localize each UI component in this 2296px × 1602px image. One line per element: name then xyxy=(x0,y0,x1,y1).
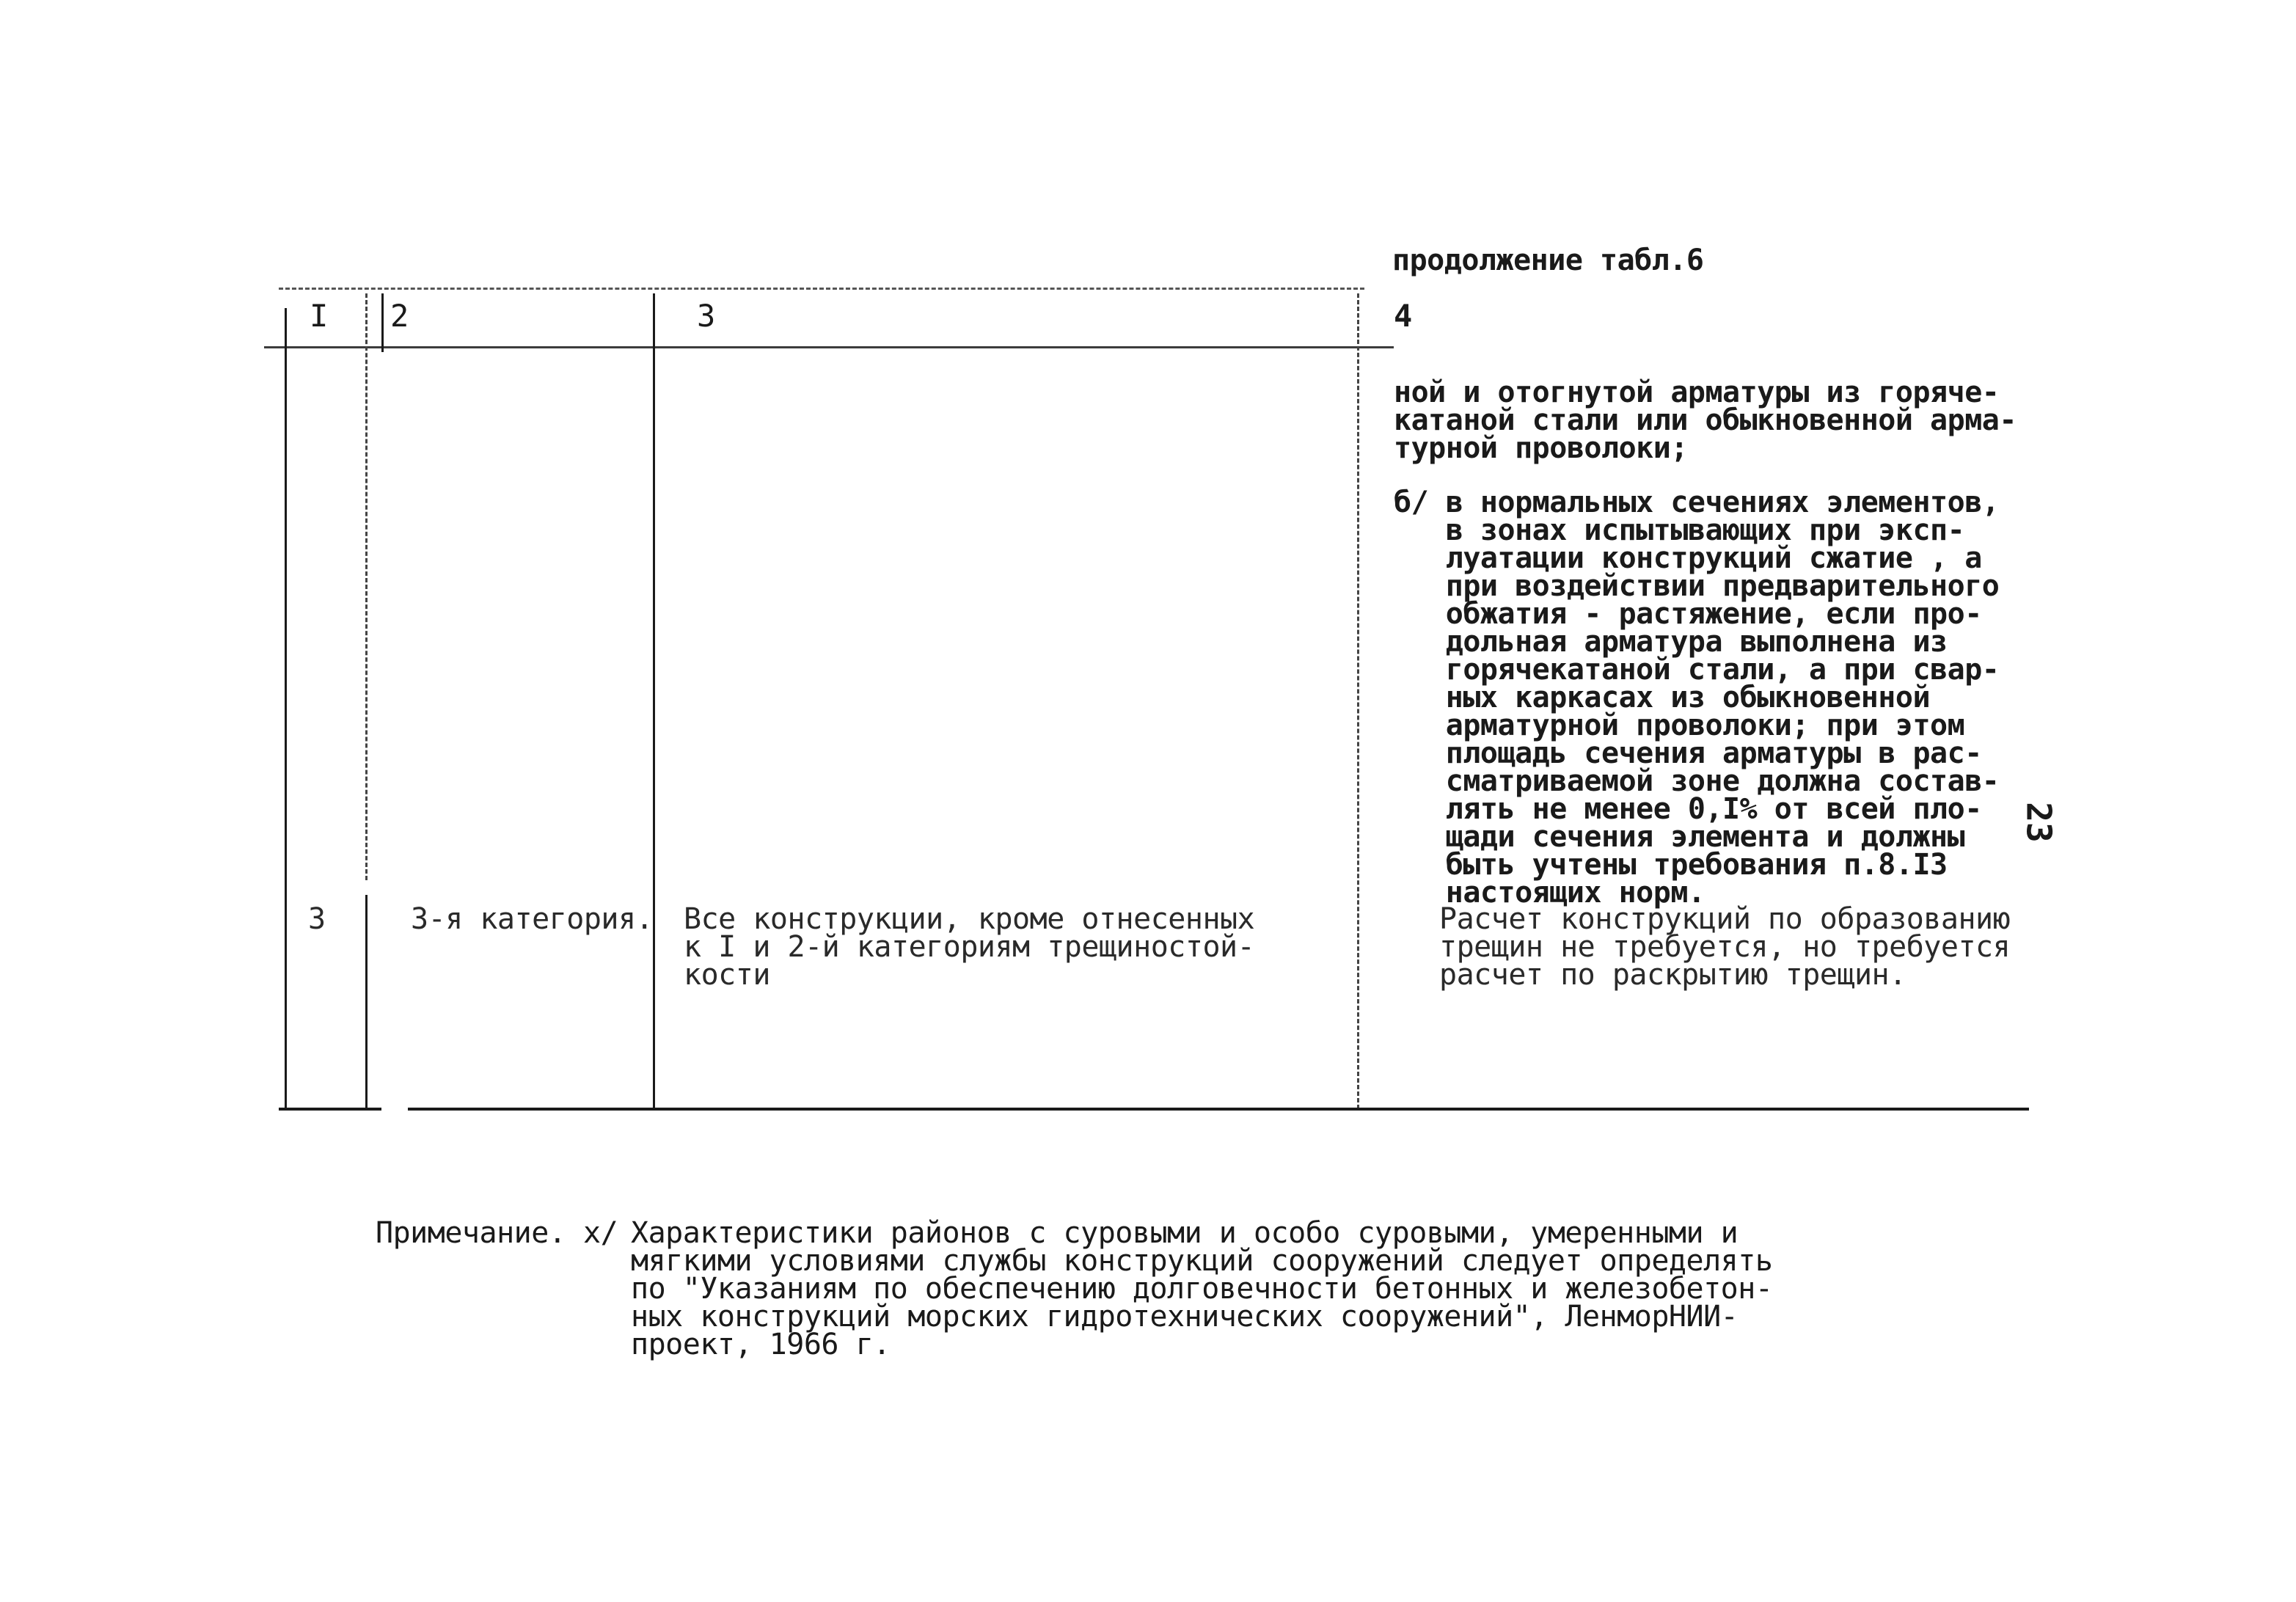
row3-number: 3 xyxy=(308,902,326,936)
col4-continuation-text: ной и отогнутой арматуры из горяче- катаной стали или обыкновенной арма- турной проволоки; xyxy=(1394,376,2017,465)
note-label: Примечание. х/ xyxy=(376,1216,618,1250)
header-col-2: 2 xyxy=(390,298,409,334)
row3-category: 3-я категория. xyxy=(411,902,654,936)
row3-requirements: Расчет конструкций по образованию трещин не требуется, но требуется расчет по раскрытию трещин. xyxy=(1439,902,2011,992)
header-divider xyxy=(264,346,1394,348)
note-text: Характеристики районов с суровыми и особо суровыми, умеренными и мягкими условиями службы конструкций сооружений следует определять по "Указаниям по обеспечению долговечности бетонных и железобетон- ных конструкций морских гидротехнических сооружений", ЛенморНИИ- проект, 1966 г. xyxy=(631,1216,1773,1361)
column-rule-left xyxy=(285,308,287,1109)
column-rule-1 xyxy=(365,293,368,880)
page-number: 23 xyxy=(2019,802,2059,843)
column-rule-4 xyxy=(1357,293,1359,1109)
column-rule-2 xyxy=(381,293,384,352)
table-bottom-border xyxy=(279,1108,381,1111)
header-col-3: 3 xyxy=(697,298,715,334)
column-rule-3 xyxy=(653,293,655,1109)
row3-description: Все конструкции, кроме отнесенных к I и 2-й категориям трещиностой- кости xyxy=(684,902,1255,992)
table-top-border xyxy=(279,288,1364,290)
table-bottom-border-main xyxy=(408,1108,2029,1111)
header-col-1: I xyxy=(310,298,328,334)
header-col-4: 4 xyxy=(1394,298,1412,334)
col4-item-b-text: б/ в нормальных сечениях элементов, в зонах испытывающих при эксп- луатации конструкций сжатие , а при воздействии предварительного обжатия - растяжение, если про- дольная арматура выполнена из горячекатаной стали, а при свар- ных каркасах из обыкновенной арматурной проволоки; при этом площадь сечения арматуры в рас- сматриваемой зоне должна состав- лять не менее 0,I% от всей пло- щади сечения элемента и должны быть учтены требования п.8.I3 настоящих норм. xyxy=(1394,486,2000,910)
table-caption: продолжение табл.6 xyxy=(1392,244,1704,277)
column-rule-1-lower xyxy=(365,895,368,1109)
